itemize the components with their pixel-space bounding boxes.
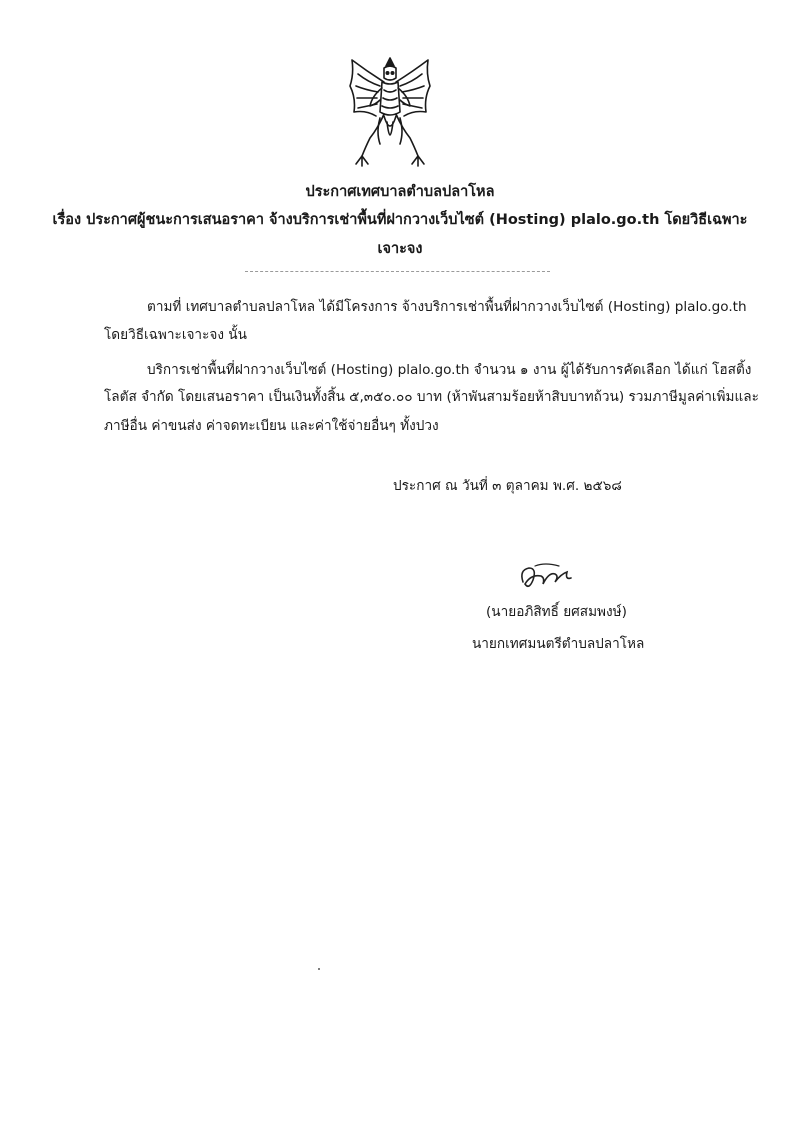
announcement-org-title: ประกาศเทศบาลตำบลปลาโหล [305, 184, 495, 200]
body-paragraph-2-line-1: บริการเช่าพื้นที่ฝากวางเว็บไซต์ (Hosting) plalo.go.th จำนวน ๑ งาน ผู้ได้รับการคัดเลือก ได้แก่ โฮสติ้ง [147, 362, 752, 378]
signer-name: (นายอภิสิทธิ์ ยศสมพงษ์) [486, 604, 627, 620]
header-divider [245, 271, 550, 272]
body-paragraph-1-line-2: โดยวิธีเฉพาะเจาะจง นั้น [104, 327, 247, 343]
body-paragraph-2-line-3: ภาษีอื่น ค่าขนส่ง ค่าจดทะเบียน และค่าใช้จ่ายอื่นๆ ทั้งปวง [104, 418, 439, 434]
body-paragraph-2-line-2: โลตัส จำกัด โดยเสนอราคา เป็นเงินทั้งสิ้น ๕,๓๕๐.๐๐ บาท (ห้าพันสามร้อยห้าสิบบาทถ้วน) รวมภาษีมูลค่าเพิ่มและ [104, 389, 759, 405]
signer-position: นายกเทศมนตรีตำบลปลาโหล [472, 636, 645, 652]
announcement-date: ประกาศ ณ วันที่ ๓ ตุลาคม พ.ศ. ๒๕๖๘ [393, 478, 622, 494]
announcement-subject: เรื่อง ประกาศผู้ชนะการเสนอราคา จ้างบริการเช่าพื้นที่ฝากวางเว็บไซต์ (Hosting) plalo.go.th โดยวิธีเฉพาะ [52, 212, 748, 228]
handwritten-signature [515, 560, 575, 596]
scan-speck [318, 968, 320, 970]
announcement-subject-cont: เจาะจง [377, 241, 423, 257]
garuda-emblem-icon [340, 52, 440, 172]
body-paragraph-1-line-1: ตามที่ เทศบาลตำบลปลาโหล ได้มีโครงการ จ้างบริการเช่าพื้นที่ฝากวางเว็บไซต์ (Hosting) plalo.go.th [147, 299, 747, 315]
